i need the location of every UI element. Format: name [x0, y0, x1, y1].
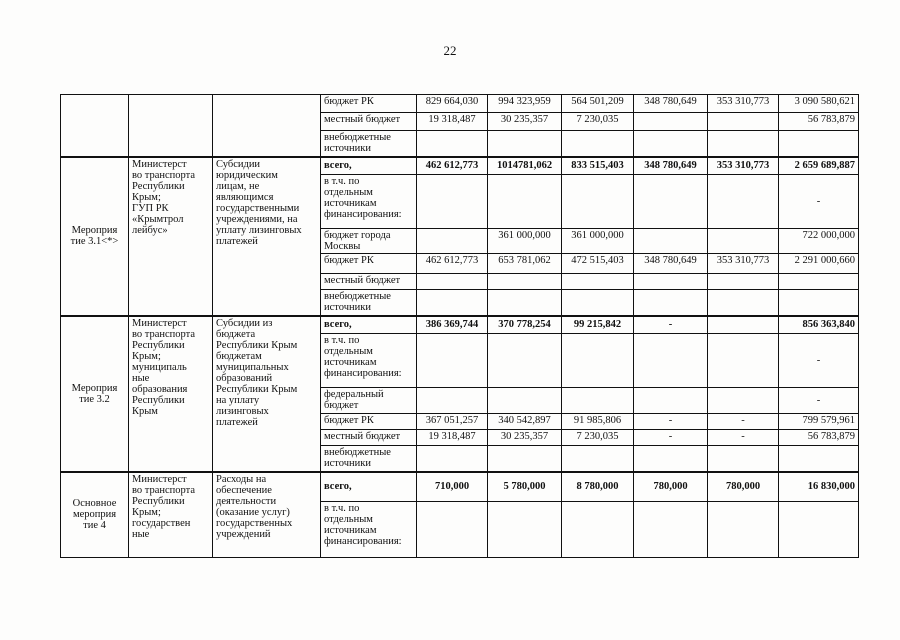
amount-cell: 462 612,773 — [417, 254, 488, 274]
amount-cell — [634, 502, 708, 558]
budget-table — [60, 94, 859, 558]
amount-cell — [562, 334, 634, 388]
executor-cell-empty — [129, 95, 213, 157]
total-label: всего, — [321, 157, 417, 175]
amount-cell — [634, 113, 708, 131]
amount-cell: 367 051,257 — [417, 414, 488, 430]
amount-cell — [562, 446, 634, 472]
amount-cell — [634, 131, 708, 157]
amount-cell — [708, 388, 779, 414]
funding-source: местный бюджет — [321, 430, 417, 446]
amount-cell — [417, 175, 488, 229]
amount-cell — [634, 274, 708, 290]
amount-cell — [562, 274, 634, 290]
amount-cell: 91 985,806 — [562, 414, 634, 430]
amount-cell — [634, 446, 708, 472]
amount-cell — [488, 388, 562, 414]
amount-cell — [417, 446, 488, 472]
amount-cell: 829 664,030 — [417, 95, 488, 113]
amount-cell — [708, 274, 779, 290]
measure-description: Субсидии юридическим лицам, не являющимся государственными учреждениями, на уплату лизинговых платежей — [213, 157, 321, 316]
measure-name: Мероприя тие 3.1<*> — [61, 157, 129, 316]
total-amount: 856 363,840 — [779, 316, 859, 334]
amount-cell — [779, 131, 859, 157]
amount-cell: - — [634, 414, 708, 430]
total-amount: 8 780,000 — [562, 472, 634, 502]
funding-source: внебюджетные источники — [321, 290, 417, 316]
amount-cell — [779, 446, 859, 472]
amount-cell — [634, 229, 708, 254]
amount-cell — [779, 290, 859, 316]
funding-source: бюджет РК — [321, 95, 417, 113]
amount-cell: 564 501,209 — [562, 95, 634, 113]
amount-cell — [562, 175, 634, 229]
amount-cell — [708, 113, 779, 131]
amount-cell: 361 000,000 — [488, 229, 562, 254]
amount-cell — [562, 502, 634, 558]
amount-cell — [779, 274, 859, 290]
amount-cell: 2 291 000,660 — [779, 254, 859, 274]
executor: Министерст во транспорта Республики Крым; государствен ные — [129, 472, 213, 558]
total-amount: 370 778,254 — [488, 316, 562, 334]
funding-source: в т.ч. по отдельным источникам финансирования: — [321, 334, 417, 388]
amount-cell — [417, 388, 488, 414]
amount-cell — [488, 502, 562, 558]
measure-cell-empty — [61, 95, 129, 157]
amount-cell: - — [634, 430, 708, 446]
funding-source: внебюджетные источники — [321, 446, 417, 472]
measure-description: Субсидии из бюджета Республики Крым бюджетам муниципальных образований Республики Крым на уплату лизинговых платежей — [213, 316, 321, 472]
amount-cell: 340 542,897 — [488, 414, 562, 430]
total-amount: - — [634, 316, 708, 334]
funding-source: бюджет РК — [321, 254, 417, 274]
amount-cell: 348 780,649 — [634, 254, 708, 274]
amount-cell — [634, 334, 708, 388]
total-amount: 462 612,773 — [417, 157, 488, 175]
total-label: всего, — [321, 472, 417, 502]
amount-cell: - — [779, 388, 859, 414]
measure-name: Мероприя тие 3.2 — [61, 316, 129, 472]
amount-cell — [488, 446, 562, 472]
amount-cell: 472 515,403 — [562, 254, 634, 274]
amount-cell — [562, 131, 634, 157]
total-amount: 16 830,000 — [779, 472, 859, 502]
measure-description: Расходы на обеспечение деятельности (оказание услуг) государственных учреждений — [213, 472, 321, 558]
total-amount: 710,000 — [417, 472, 488, 502]
total-amount: 780,000 — [634, 472, 708, 502]
amount-cell: 353 310,773 — [708, 254, 779, 274]
amount-cell: 361 000,000 — [562, 229, 634, 254]
funding-source: бюджет РК — [321, 414, 417, 430]
total-amount — [708, 316, 779, 334]
amount-cell — [488, 175, 562, 229]
funding-source: местный бюджет — [321, 274, 417, 290]
amount-cell: - — [708, 430, 779, 446]
amount-cell — [779, 502, 859, 558]
total-amount: 2 659 689,887 — [779, 157, 859, 175]
amount-cell: 7 230,035 — [562, 113, 634, 131]
funding-source: внебюджетные источники — [321, 131, 417, 157]
amount-cell — [708, 175, 779, 229]
amount-cell — [488, 131, 562, 157]
amount-cell: 19 318,487 — [417, 430, 488, 446]
amount-cell — [417, 290, 488, 316]
amount-cell — [634, 388, 708, 414]
amount-cell — [708, 334, 779, 388]
table-row — [61, 95, 859, 113]
amount-cell — [417, 229, 488, 254]
amount-cell: 30 235,357 — [488, 113, 562, 131]
amount-cell — [562, 290, 634, 316]
amount-cell — [634, 175, 708, 229]
amount-cell: 30 235,357 — [488, 430, 562, 446]
amount-cell: 994 323,959 — [488, 95, 562, 113]
executor: Министерст во транспорта Республики Крым; муниципаль ные образования Республики Крым — [129, 316, 213, 472]
amount-cell — [417, 334, 488, 388]
amount-cell — [708, 131, 779, 157]
funding-source: в т.ч. по отдельным источникам финансирования: — [321, 502, 417, 558]
amount-cell — [417, 502, 488, 558]
funding-source: бюджет города Москвы — [321, 229, 417, 254]
total-amount: 353 310,773 — [708, 157, 779, 175]
amount-cell — [417, 274, 488, 290]
amount-cell — [488, 334, 562, 388]
total-amount: 1014781,062 — [488, 157, 562, 175]
amount-cell: - — [708, 414, 779, 430]
table-row — [61, 316, 859, 334]
table-row — [61, 157, 859, 175]
amount-cell — [417, 131, 488, 157]
amount-cell: 3 090 580,621 — [779, 95, 859, 113]
total-amount: 99 215,842 — [562, 316, 634, 334]
total-amount: 780,000 — [708, 472, 779, 502]
amount-cell: 653 781,062 — [488, 254, 562, 274]
amount-cell: - — [779, 334, 859, 388]
amount-cell — [708, 290, 779, 316]
amount-cell — [488, 290, 562, 316]
amount-cell: 722 000,000 — [779, 229, 859, 254]
total-amount: 348 780,649 — [634, 157, 708, 175]
amount-cell: 56 783,879 — [779, 430, 859, 446]
table-row — [61, 472, 859, 502]
amount-cell: 348 780,649 — [634, 95, 708, 113]
amount-cell: 56 783,879 — [779, 113, 859, 131]
page-number: 22 — [443, 43, 457, 58]
amount-cell: 7 230,035 — [562, 430, 634, 446]
amount-cell: 799 579,961 — [779, 414, 859, 430]
funding-source: местный бюджет — [321, 113, 417, 131]
description-cell-empty — [213, 95, 321, 157]
amount-cell — [634, 290, 708, 316]
amount-cell — [708, 446, 779, 472]
amount-cell: 19 318,487 — [417, 113, 488, 131]
amount-cell — [708, 502, 779, 558]
amount-cell — [708, 229, 779, 254]
total-amount: 386 369,744 — [417, 316, 488, 334]
total-label: всего, — [321, 316, 417, 334]
amount-cell — [562, 388, 634, 414]
total-amount: 833 515,403 — [562, 157, 634, 175]
funding-source: в т.ч. по отдельным источникам финансирования: — [321, 175, 417, 229]
executor: Министерст во транспорта Республики Крым; ГУП РК «Крымтрол лейбус» — [129, 157, 213, 316]
funding-source: федеральный бюджет — [321, 388, 417, 414]
amount-cell: 353 310,773 — [708, 95, 779, 113]
amount-cell — [488, 274, 562, 290]
amount-cell: - — [779, 175, 859, 229]
total-amount: 5 780,000 — [488, 472, 562, 502]
measure-name: Основное мероприя тие 4 — [61, 472, 129, 558]
